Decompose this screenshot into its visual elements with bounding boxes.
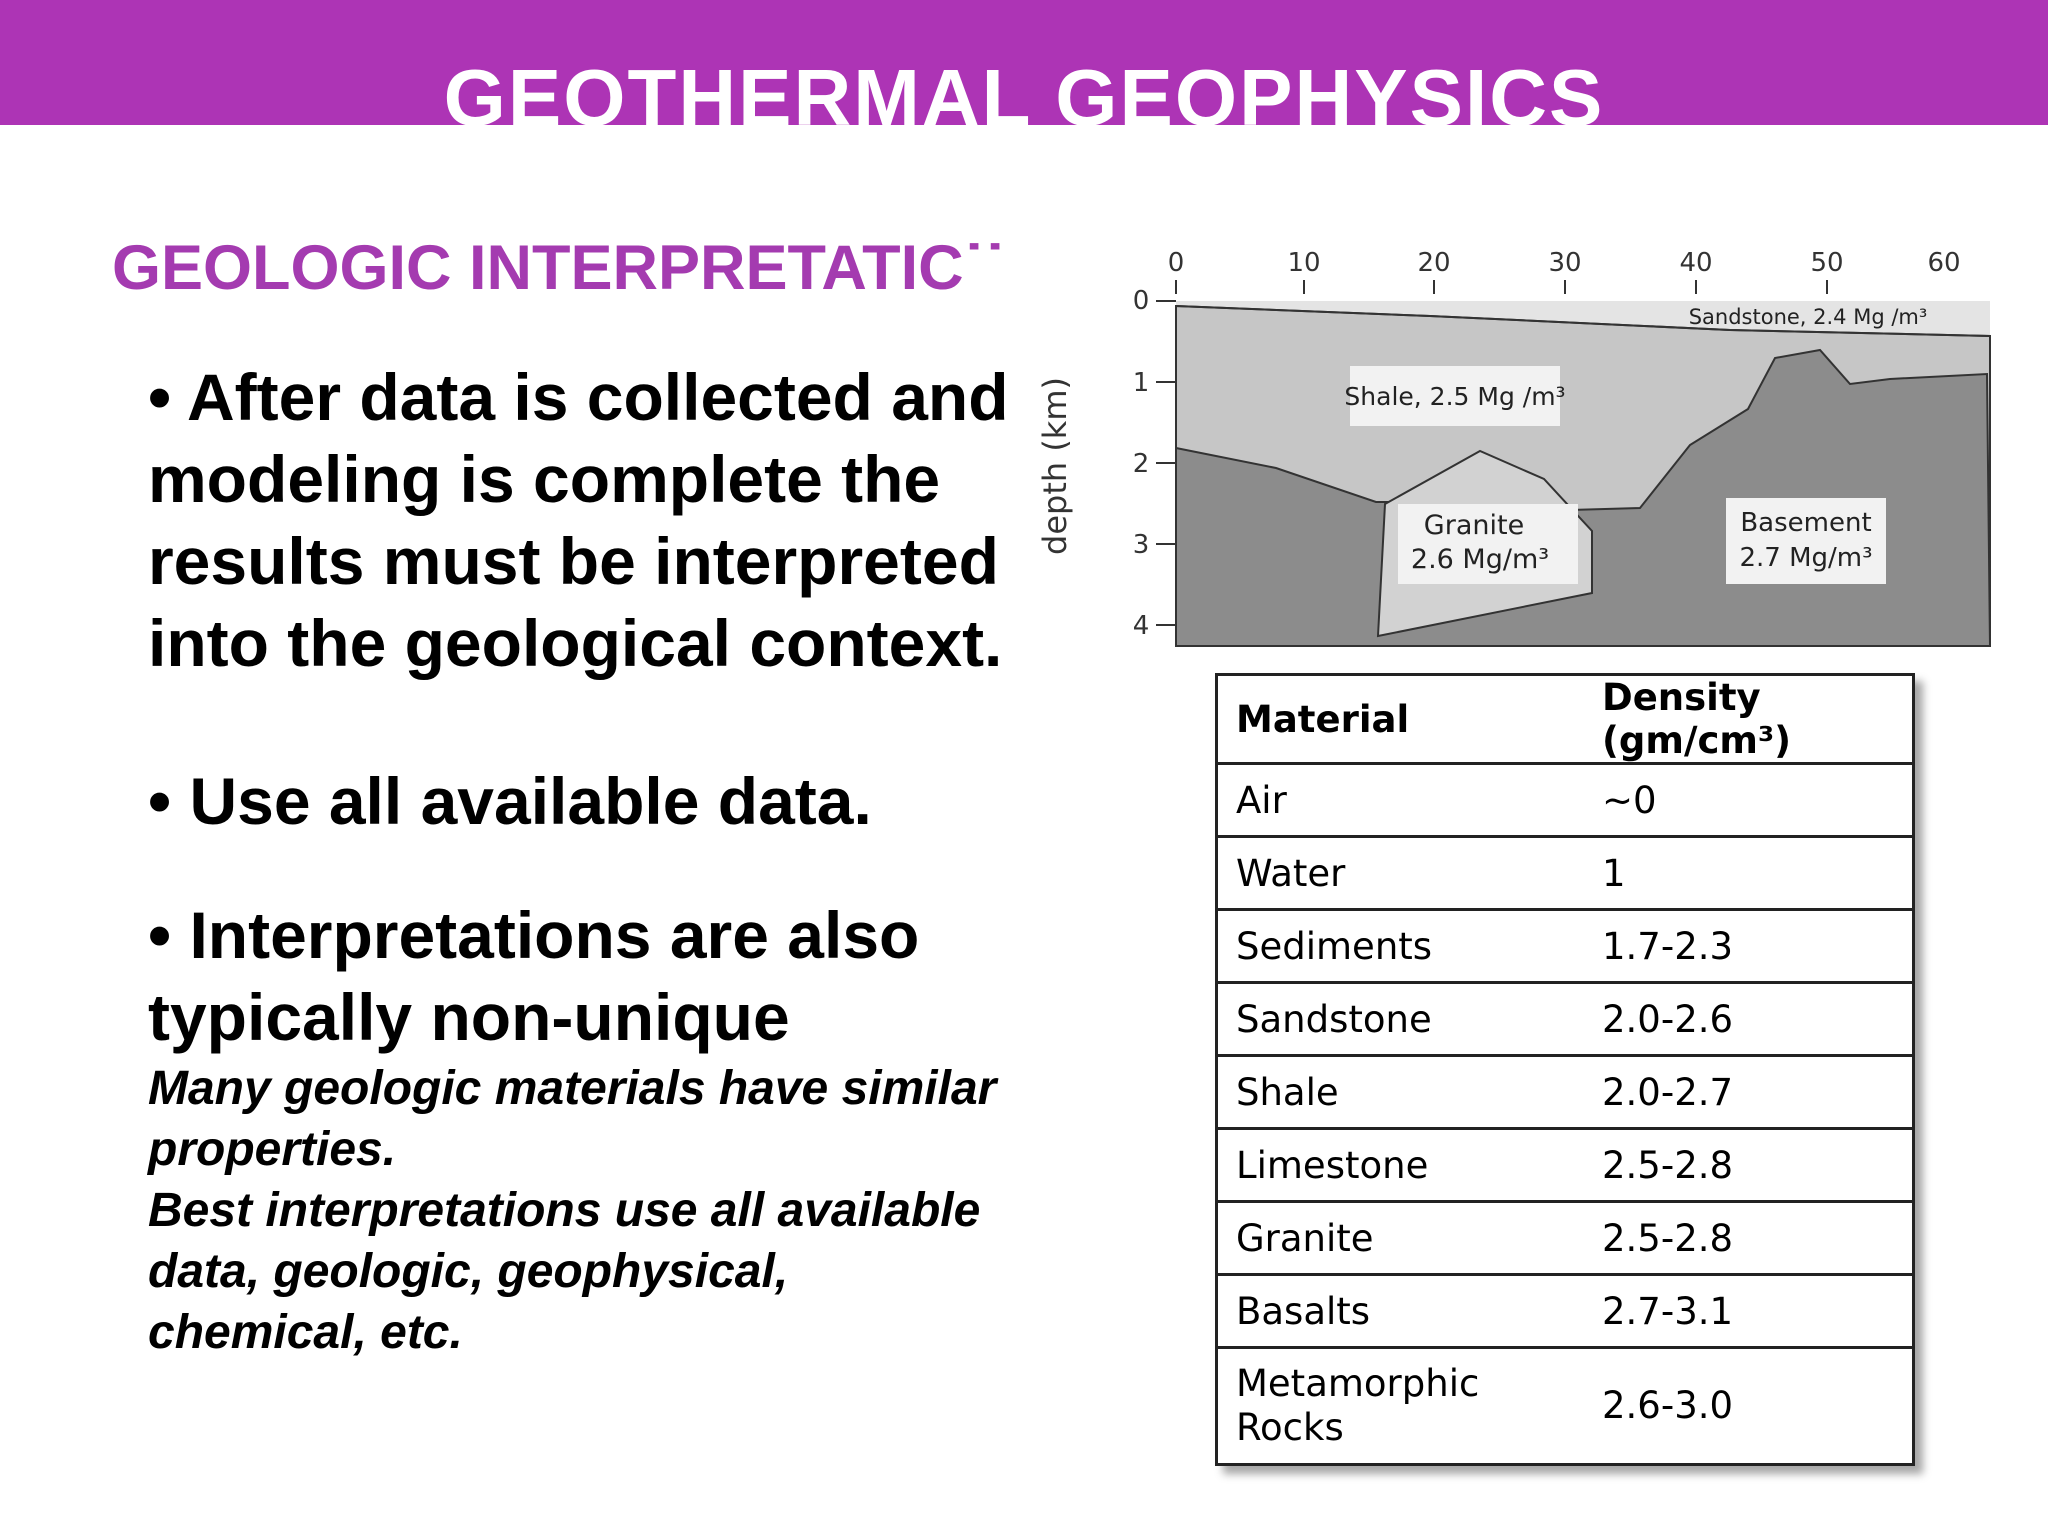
column-header-density: Density (gm/cm³)	[1584, 675, 1914, 764]
x-tick-label: 0	[1167, 248, 1185, 278]
table-row	[1217, 983, 1914, 1056]
bullet-use-all-data: • Use all available data.	[148, 764, 872, 838]
y-tick-label: 2	[1132, 449, 1150, 479]
material-cell: Limestone	[1217, 1129, 1585, 1202]
slide-title: GEOTHERMAL GEOPHYSICS	[443, 53, 1605, 125]
column-header-material: Material	[1217, 675, 1585, 764]
y-tick-label: 4	[1132, 611, 1150, 641]
table-row	[1217, 1129, 1914, 1202]
material-cell: Sandstone	[1217, 983, 1585, 1056]
bullet-non-unique: • Interpretations are also typically non-unique	[148, 898, 920, 1054]
table-row	[1217, 837, 1914, 910]
section-heading: GEOLOGIC INTERPRETATIC˙˙	[112, 233, 1006, 303]
table-header-row	[1217, 675, 1914, 764]
x-tick-label: 40	[1679, 248, 1713, 278]
material-cell: Air	[1217, 764, 1585, 837]
sandstone-label: Sandstone, 2.4 Mg /m³	[1688, 305, 1928, 329]
note-similar-properties: Many geologic materials have similar properties.	[148, 1062, 997, 1176]
y-tick-label: 3	[1132, 530, 1150, 560]
material-cell: Basalts	[1217, 1275, 1585, 1348]
density-cell: 2.0-2.6	[1584, 983, 1914, 1056]
density-cell: 2.5-2.8	[1584, 1202, 1914, 1275]
shale-label: Shale, 2.5 Mg /m³	[1344, 382, 1566, 411]
y-axis-label: depth (km)	[1036, 377, 1074, 555]
bullet-data-collected: • After data is collected and modeling is complete the results must be interpreted into the geological context.	[148, 360, 1009, 680]
density-cell: ~0	[1584, 764, 1914, 837]
density-cell: 2.7-3.1	[1584, 1275, 1914, 1348]
x-tick-label: 60	[1927, 248, 1961, 278]
basement-label-name: Basement	[1740, 508, 1872, 538]
density-cell: 2.0-2.7	[1584, 1056, 1914, 1129]
bullet-list	[148, 356, 1018, 1363]
table-row	[1217, 1202, 1914, 1275]
granite-label-density: 2.6 Mg/m³	[1410, 544, 1550, 575]
material-cell: Sediments	[1217, 910, 1585, 983]
table-row	[1217, 1056, 1914, 1129]
table-row	[1217, 1275, 1914, 1348]
x-tick-label: 20	[1417, 248, 1451, 278]
note-best-interpretations: Best interpretations use all available data, geologic, geophysical, chemical, etc.	[148, 1184, 981, 1359]
density-cell: 2.5-2.8	[1584, 1129, 1914, 1202]
granite-label-name: Granite	[1423, 510, 1525, 541]
table-row	[1217, 764, 1914, 837]
basement-label-density: 2.7 Mg/m³	[1739, 543, 1873, 573]
density-cell: 1.7-2.3	[1584, 910, 1914, 983]
density-cell: 1	[1584, 837, 1914, 910]
material-cell: Metamorphic Rocks	[1217, 1348, 1585, 1465]
x-tick-label: 30	[1548, 248, 1582, 278]
density-cross-section-figure	[1030, 236, 2030, 656]
material-cell: Granite	[1217, 1202, 1585, 1275]
y-tick-label: 1	[1132, 368, 1150, 398]
table-row	[1217, 1348, 1914, 1465]
table-row	[1217, 910, 1914, 983]
material-cell: Shale	[1217, 1056, 1585, 1129]
density-table	[1215, 673, 1915, 1466]
density-cell: 2.6-3.0	[1584, 1348, 1914, 1465]
title-banner	[0, 0, 2048, 125]
x-tick-label: 10	[1287, 248, 1321, 278]
x-tick-label: 50	[1810, 248, 1844, 278]
y-tick-label: 0	[1132, 286, 1150, 316]
material-cell: Water	[1217, 837, 1585, 910]
